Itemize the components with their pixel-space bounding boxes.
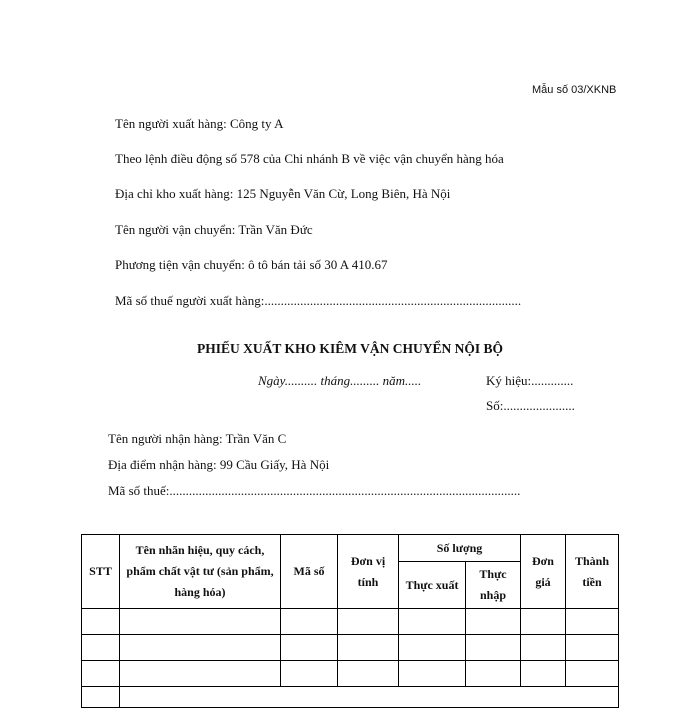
table-cell	[82, 635, 120, 661]
header-actual-import: Thực nhập	[466, 562, 521, 609]
table-cell	[120, 687, 619, 708]
table-cell	[338, 661, 399, 687]
goods-table	[81, 534, 619, 708]
form-code: Mẫu số 03/XKNB	[532, 84, 617, 96]
header-actual-export: Thực xuất	[399, 562, 466, 609]
symbol-field: Ký hiệu:.............	[486, 373, 574, 388]
table-cell	[466, 609, 521, 635]
header-amount: Thành tiền	[566, 535, 619, 609]
header-stt: STT	[82, 535, 120, 609]
table-cell	[338, 635, 399, 661]
table-cell	[120, 635, 281, 661]
table-row	[82, 635, 619, 661]
warehouse-address-line: Địa chỉ kho xuất hàng: 125 Nguyễn Văn Cừ, Long Biên, Hà Nội	[115, 186, 451, 201]
table-cell	[281, 609, 338, 635]
table-cell	[521, 635, 566, 661]
header-product-name: Tên nhãn hiệu, quy cách, phẩm chất vật tư (sản phẩm, hàng hóa)	[120, 535, 281, 609]
table-cell	[281, 635, 338, 661]
table-cell	[566, 635, 619, 661]
receiver-name-line: Tên người nhận hàng: Trần Văn C	[108, 431, 287, 446]
table-cell	[566, 661, 619, 687]
document-title: PHIẾU XUẤT KHO KIÊM VẬN CHUYỂN NỘI BỘ	[197, 341, 503, 356]
table-cell	[566, 609, 619, 635]
table-cell	[399, 635, 466, 661]
table-cell	[120, 609, 281, 635]
header-code: Mã số	[281, 535, 338, 609]
table-cell	[120, 661, 281, 687]
dispatch-order-line: Theo lệnh điều động số 578 của Chi nhánh B về việc vận chuyển hàng hóa	[115, 151, 504, 166]
table-row	[82, 609, 619, 635]
table-cell	[466, 661, 521, 687]
vehicle-line: Phương tiện vận chuyển: ô tô bán tải số 30 A 410.67	[115, 257, 388, 272]
table-row	[82, 661, 619, 687]
number-field: Số:......................	[486, 398, 575, 413]
date-line: Ngày.......... tháng......... năm.....	[258, 373, 422, 388]
table-cell	[82, 609, 120, 635]
table-cell	[82, 687, 120, 708]
table-cell	[338, 609, 399, 635]
header-quantity: Số lượng	[399, 535, 521, 562]
receiver-tax-code-line: Mã số thuế:............................................................................................................	[108, 483, 521, 498]
sender-name-line: Tên người xuất hàng: Công ty A	[115, 116, 284, 131]
header-unit-price: Đơn giá	[521, 535, 566, 609]
table-cell	[82, 661, 120, 687]
table-cell	[399, 661, 466, 687]
table-cell	[399, 609, 466, 635]
table-cell	[281, 661, 338, 687]
table-cell	[521, 609, 566, 635]
sender-tax-code-line: Mã số thuế người xuất hàng:...............................................................................	[115, 293, 522, 308]
table-cell	[521, 661, 566, 687]
table-row	[82, 687, 619, 708]
table-cell	[466, 635, 521, 661]
header-unit: Đơn vị tính	[338, 535, 399, 609]
receiver-address-line: Địa điểm nhận hàng: 99 Cầu Giấy, Hà Nội	[108, 457, 330, 472]
transporter-name-line: Tên người vận chuyển: Trần Văn Đức	[115, 222, 313, 237]
